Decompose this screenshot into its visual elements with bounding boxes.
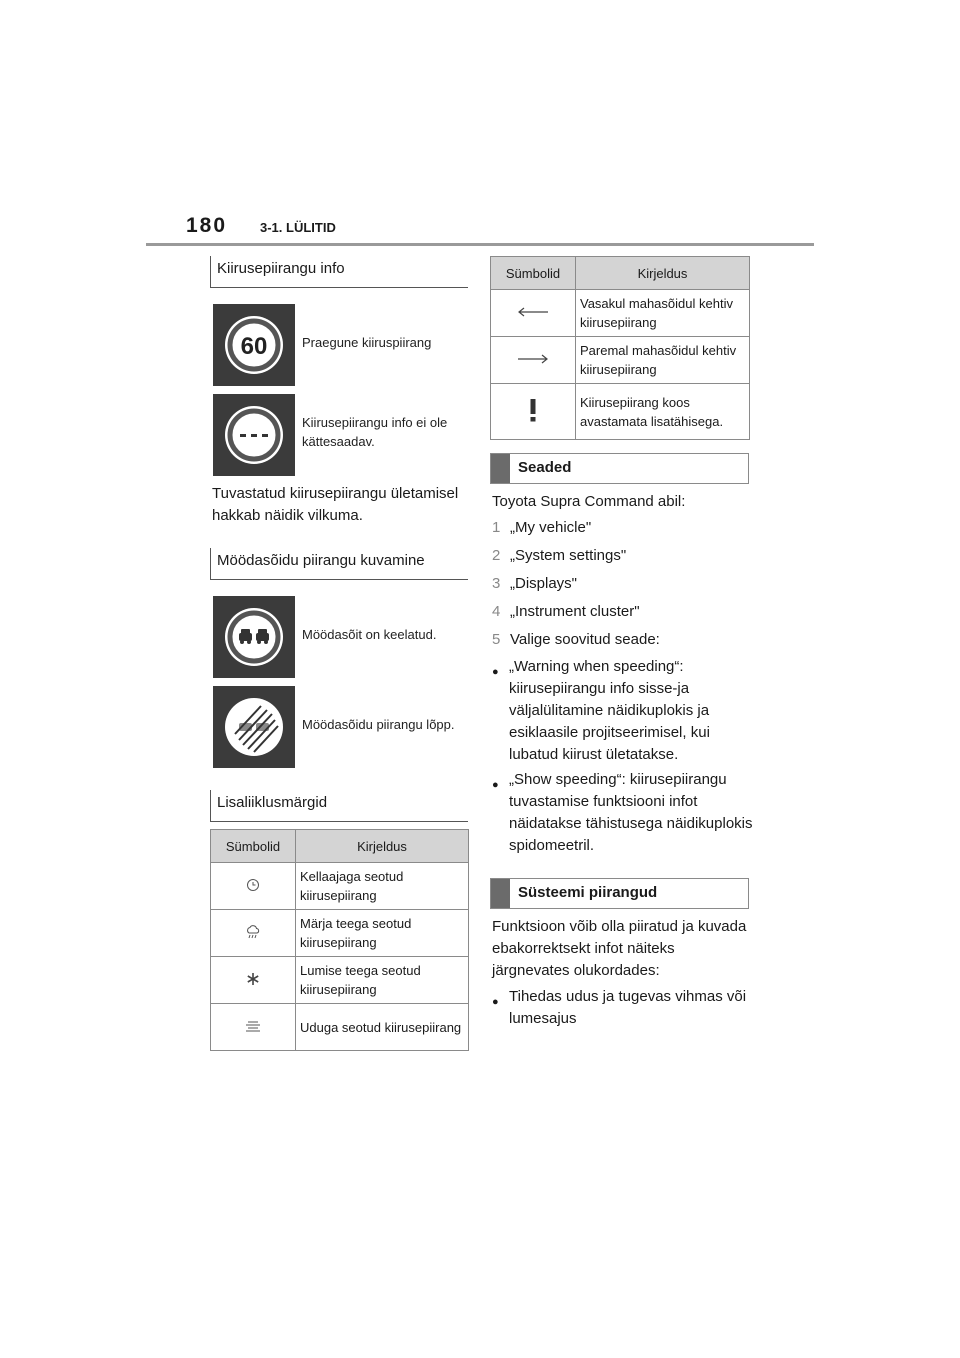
table-row — [211, 863, 469, 910]
table-row — [491, 337, 750, 384]
bullet-dot-icon: ● — [492, 996, 499, 1008]
row-description: Uduga seotud kiirusepiirang — [296, 1004, 469, 1051]
row-description: Kellaajaga seotud kiirusepiirang — [296, 863, 469, 910]
row-description: Kiirusepiirang koos avastamata lisatähisega. — [576, 384, 750, 440]
sign-label: Möödasõit on keelatud. — [302, 627, 437, 642]
heading-marker — [491, 879, 510, 908]
bullet-dot-icon: ● — [492, 779, 499, 791]
no-overtaking-sign-icon — [213, 596, 295, 678]
speed-note: Tuvastatud kiirusepiirangu ületamisel hakkab näidik vilkuma. — [212, 485, 459, 524]
additional-signs-table — [210, 829, 469, 1051]
overtaking-sign-row — [213, 686, 471, 768]
table-row — [211, 910, 469, 957]
settings-heading: Seaded — [518, 459, 572, 476]
sign-label: Kiirusepiirangu info ei ole kättesaadav. — [302, 415, 448, 449]
table-header-row — [491, 257, 750, 290]
step-text: „Instrument cluster" — [510, 603, 640, 620]
clock-icon — [211, 863, 296, 910]
step-number: 1 — [492, 519, 501, 536]
bullet-item — [492, 769, 754, 857]
snowflake-icon — [211, 957, 296, 1004]
column-header-symbol: Sümbolid — [211, 830, 296, 863]
settings-heading-box — [490, 453, 749, 484]
sign-label: Praegune kiiruspiirang — [302, 335, 432, 350]
bullet-text: „Warning when speeding“: kiirusepiirangu info sisse-ja väljalülitamine näidikuplokis ja esiklaasile projitseerimisel, kui lubatud kiirust ületatakse. — [509, 658, 710, 763]
speed-sign-row — [213, 304, 471, 386]
speed-sign-value: 60 — [240, 333, 268, 360]
row-description: Paremal mahasõidul kehtiv kiirusepiirang — [576, 337, 750, 384]
speed-info-heading: Kiirusepiirangu info — [210, 256, 468, 288]
speed-limit-unavailable-sign-icon — [213, 394, 295, 476]
table-row — [211, 957, 469, 1004]
limits-heading: Süsteemi piirangud — [518, 884, 658, 901]
table-row — [211, 1004, 469, 1051]
bullet-dot-icon: ● — [492, 666, 499, 678]
section-title: 3-1. LÜLITID — [260, 220, 336, 235]
step-number: 4 — [492, 603, 501, 620]
column-header-symbol: Sümbolid — [491, 257, 576, 290]
step-text: Valige soovitud seade: — [510, 631, 660, 648]
step-item — [492, 517, 591, 539]
rain-cloud-icon — [211, 910, 296, 957]
additional-signs-heading: Lisaliiklusmärgid — [210, 790, 468, 822]
fog-icon — [211, 1004, 296, 1051]
bullet-text: „Show speeding“: kiirusepiirangu tuvastamise funktsiooni infot näidatakse tähistusega näidikuplokis spidomeetril. — [509, 771, 753, 854]
table-row — [491, 290, 750, 337]
exclamation-icon — [491, 384, 576, 440]
speed-sign-row — [213, 394, 471, 476]
step-text: „My vehicle" — [510, 519, 592, 536]
sign-label: Möödasõidu piirangu lõpp. — [302, 717, 455, 732]
header-divider — [146, 243, 814, 246]
limits-heading-box — [490, 878, 749, 909]
limits-intro: Funktsioon võib olla piiratud ja kuvada ebakorrektsekt infot näiteks järgnevates olukordades: — [492, 918, 747, 979]
heading-marker — [491, 454, 510, 483]
step-item — [492, 601, 640, 623]
table-header-row — [211, 830, 469, 863]
bullet-item — [492, 656, 754, 766]
row-description: Vasakul mahasõidul kehtiv kiirusepiirang — [576, 290, 750, 337]
settings-intro: Toyota Supra Command abil: — [492, 493, 686, 510]
step-item — [492, 573, 577, 595]
overtaking-sign-row — [213, 596, 471, 678]
exit-signs-table — [490, 256, 750, 440]
step-item — [492, 629, 660, 651]
arrow-right-icon — [491, 337, 576, 384]
overtaking-heading: Möödasõidu piirangu kuvamine — [210, 548, 468, 580]
column-header-description: Kirjeldus — [576, 257, 750, 290]
arrow-left-icon — [491, 290, 576, 337]
step-number: 3 — [492, 575, 501, 592]
step-text: „System settings" — [510, 547, 627, 564]
row-description: Lumise teega seotud kiirusepiirang — [296, 957, 469, 1004]
step-text: „Displays" — [510, 575, 578, 592]
bullet-item — [492, 986, 754, 1030]
speed-limit-60-sign-icon — [213, 304, 295, 386]
table-row — [491, 384, 750, 440]
column-header-description: Kirjeldus — [296, 830, 469, 863]
step-item — [492, 545, 626, 567]
row-description: Märja teega seotud kiirusepiirang — [296, 910, 469, 957]
bullet-text: Tihedas udus ja tugevas vihmas või lumesajus — [509, 988, 747, 1027]
step-number: 5 — [492, 631, 501, 648]
step-number: 2 — [492, 547, 501, 564]
page-number: 180 — [186, 214, 228, 237]
end-of-no-overtaking-sign-icon — [213, 686, 295, 768]
